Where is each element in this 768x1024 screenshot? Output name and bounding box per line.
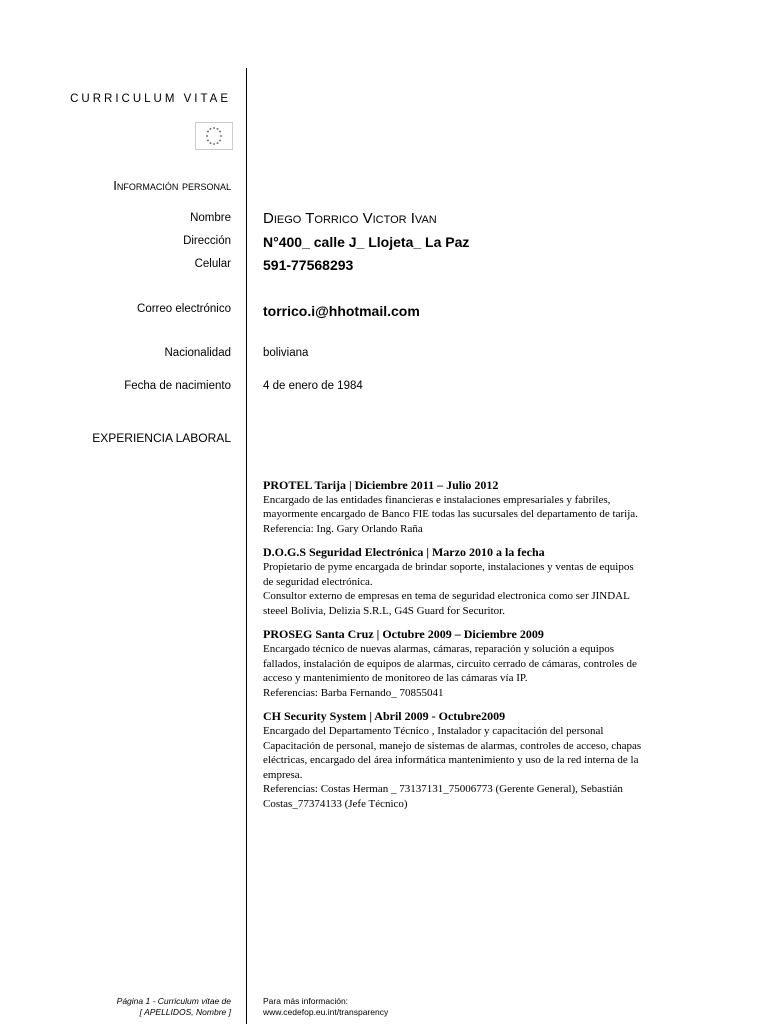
job-line: Encargado de las entidades financieras e instalaciones empresariales y fabriles, (263, 493, 611, 506)
address-label: Dirección (183, 235, 231, 247)
footer-page-label: Página 1 - Curriculum vitae de (116, 996, 231, 1006)
job-entry (263, 627, 718, 700)
job-entry (263, 545, 718, 618)
job-line: acceso y mantenimiento de monitoreo de las cámaras vía IP. (263, 672, 528, 685)
job-entry (263, 478, 718, 536)
job-line: mayormente encargado de Banco FIE todas las sucursales del departamento de tarija. (263, 508, 638, 521)
vertical-divider (246, 68, 247, 1024)
job-title: PROSEG Santa Cruz | Octubre 2009 – Diciembre 2009 (263, 627, 544, 642)
name-label: Nombre (190, 212, 231, 224)
cv-title: CURRICULUM VITAE (70, 93, 231, 105)
email-value[interactable]: torrico.i@hhotmail.com (263, 303, 420, 319)
email-label: Correo electrónico (137, 303, 231, 315)
job-title: PROTEL Tarija | Diciembre 2011 – Julio 2012 (263, 478, 499, 492)
birthdate-label: Fecha de nacimiento (124, 380, 231, 392)
birthdate-value: 4 de enero de 1984 (263, 380, 363, 392)
footer-info-label: Para más información: (263, 996, 349, 1006)
job-line: de seguridad electrónica. (263, 575, 373, 588)
phone-label: Celular (194, 258, 231, 270)
job-line: steeel Bolivia, Delizia S.R.L, G4S Guard for Securitor. (263, 604, 505, 617)
nationality-label: Nacionalidad (164, 347, 231, 359)
name-value: Diego Torrico Victor Ivan (263, 210, 437, 227)
footer-name-placeholder: [ APELLIDOS, Nombre ] (139, 1007, 231, 1017)
job-line: Encargado técnico de nuevas alarmas, cámaras, reparación y solución a equipos (263, 642, 615, 655)
job-line: Capacitación de personal, manejo de sistemas de alarmas, controles de acceso, chapas (263, 739, 642, 752)
job-line: Referencias: Costas Herman _ 73137131_75006773 (Gerente General), Sebastián (263, 783, 623, 796)
experience-list (263, 478, 718, 820)
page-footer-left (117, 996, 231, 1018)
job-line: Referencias: Barba Fernando_ 70855041 (263, 686, 444, 699)
address-value: N°400_ calle J_ Llojeta_ La Paz (263, 234, 470, 250)
job-line: Costas_77374133 (Jefe Técnico) (263, 797, 408, 810)
job-entry (263, 709, 718, 811)
job-line: eléctricas, encargado del área informática mantenimiento y uso de la red interna de la (263, 754, 639, 767)
personal-info-heading: Información personal (113, 178, 231, 193)
job-line: Propietario de pyme encargada de brindar soporte, instalaciones y ventas de equipos (263, 560, 634, 573)
job-line: Referencia: Ing. Gary Orlando Raña (263, 522, 423, 535)
job-line: Consultor externo de empresas en tema de seguridad electronica como ser JINDAL (263, 590, 630, 603)
job-line: empresa. (263, 768, 303, 781)
eu-stars-icon (195, 122, 233, 150)
experience-heading: EXPERIENCIA LABORAL (92, 431, 231, 445)
phone-value: 591-77568293 (263, 257, 354, 273)
page-footer-right (263, 996, 388, 1018)
job-line: fallados, instalación de equipos de alarmas, circuito cerrado de cámaras, controles de (263, 657, 637, 670)
job-title: D.O.G.S Seguridad Electrónica | Marzo 2010 a la fecha (263, 545, 545, 560)
job-title: CH Security System | Abril 2009 - Octubre2009 (263, 709, 506, 724)
nationality-value: boliviana (263, 347, 309, 359)
footer-link[interactable]: www.cedefop.eu.int/transparency (263, 1007, 389, 1017)
job-line: Encargado del Departamento Técnico , Instalador y capacitación del personal (263, 724, 604, 737)
